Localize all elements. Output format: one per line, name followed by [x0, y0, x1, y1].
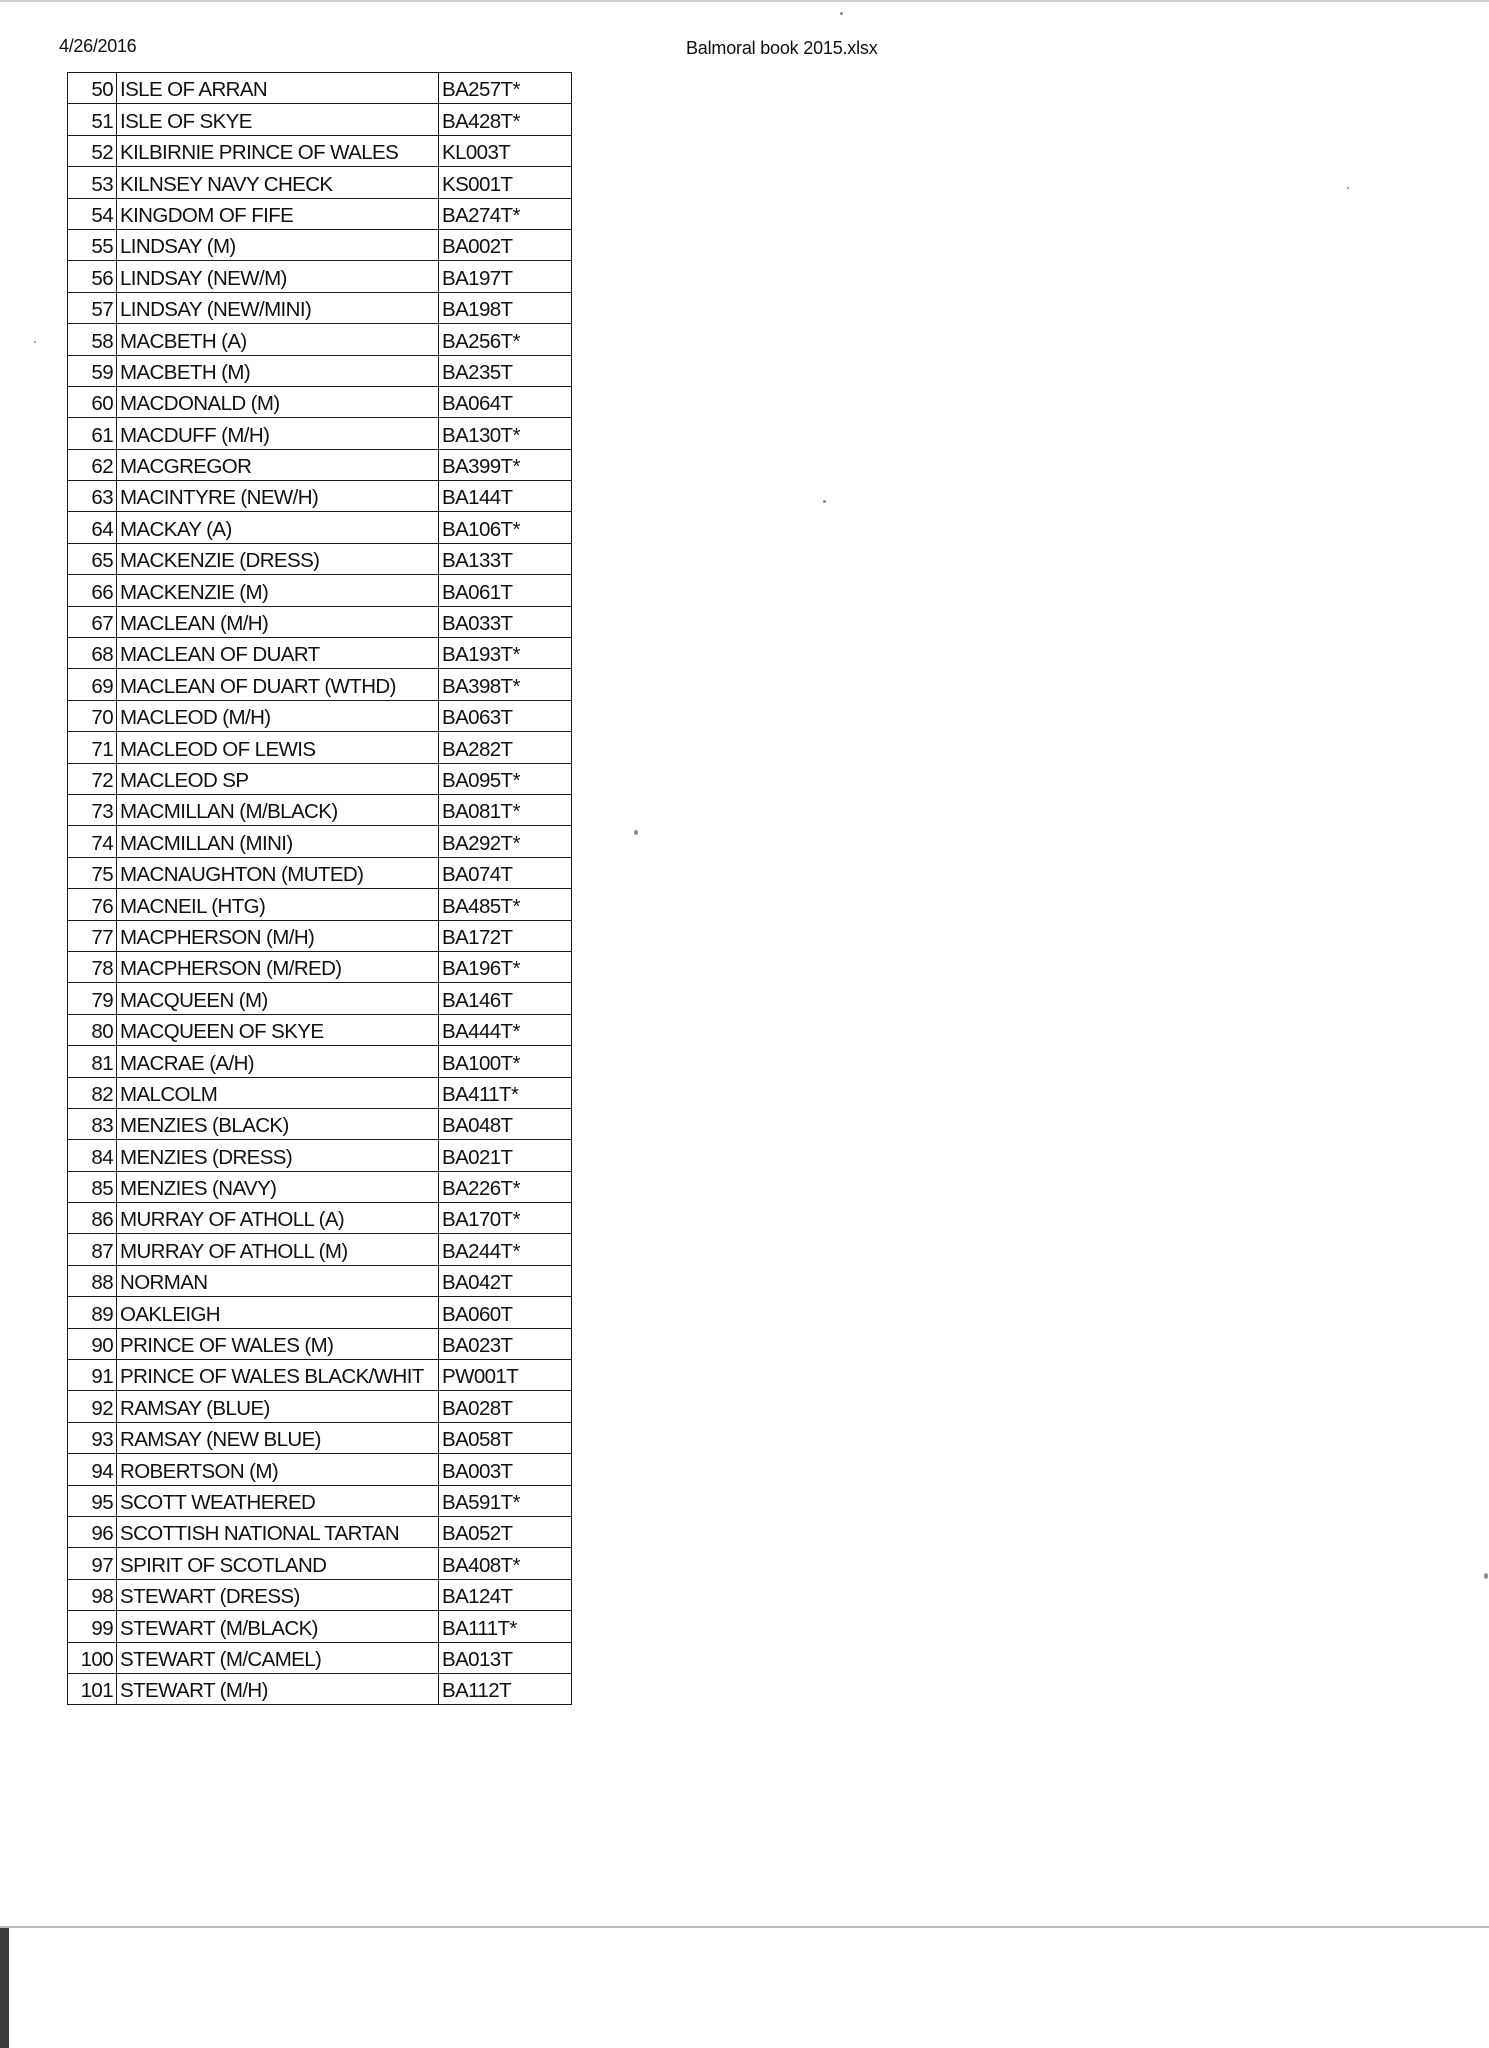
tartan-name: MACGREGOR: [117, 449, 439, 480]
product-code: BA428T*: [439, 104, 572, 135]
table-row: [68, 983, 572, 1014]
tartan-name: MALCOLM: [117, 1077, 439, 1108]
row-number: 97: [68, 1548, 117, 1579]
row-number: 93: [68, 1422, 117, 1453]
tartan-name: KILBIRNIE PRINCE OF WALES: [117, 135, 439, 166]
product-code: BA003T: [439, 1454, 572, 1485]
row-number: 99: [68, 1611, 117, 1642]
table-row: [68, 167, 572, 198]
row-number: 71: [68, 732, 117, 763]
tartan-name: ROBERTSON (M): [117, 1454, 439, 1485]
row-number: 98: [68, 1579, 117, 1610]
table-row: [68, 1391, 572, 1422]
tartan-name: MACPHERSON (M/H): [117, 920, 439, 951]
product-code: BA074T: [439, 857, 572, 888]
table-row: [68, 543, 572, 574]
product-code: BA591T*: [439, 1485, 572, 1516]
table-row: [68, 1673, 572, 1704]
tartan-name: MENZIES (BLACK): [117, 1108, 439, 1139]
tartan-table: [67, 72, 572, 1705]
table-row: [68, 1454, 572, 1485]
table-row: [68, 606, 572, 637]
table-row: [68, 857, 572, 888]
table-row: [68, 1108, 572, 1139]
row-number: 84: [68, 1140, 117, 1171]
product-code: BA033T: [439, 606, 572, 637]
row-number: 83: [68, 1108, 117, 1139]
product-code: BA256T*: [439, 324, 572, 355]
row-number: 64: [68, 512, 117, 543]
tartan-name: RAMSAY (NEW BLUE): [117, 1422, 439, 1453]
tartan-name: MURRAY OF ATHOLL (A): [117, 1203, 439, 1234]
tartan-name: MACNEIL (HTG): [117, 889, 439, 920]
table-row: [68, 826, 572, 857]
row-number: 94: [68, 1454, 117, 1485]
table-row: [68, 418, 572, 449]
tartan-name: MURRAY OF ATHOLL (M): [117, 1234, 439, 1265]
row-number: 60: [68, 386, 117, 417]
row-number: 56: [68, 261, 117, 292]
row-number: 69: [68, 669, 117, 700]
table-row: [68, 1077, 572, 1108]
product-code: BA081T*: [439, 794, 572, 825]
product-code: BA061T: [439, 575, 572, 606]
row-number: 87: [68, 1234, 117, 1265]
product-code: BA048T: [439, 1108, 572, 1139]
scan-speck: [634, 830, 638, 835]
print-date: 4/26/2016: [59, 36, 137, 56]
product-code: BA100T*: [439, 1046, 572, 1077]
tartan-name: KINGDOM OF FIFE: [117, 198, 439, 229]
tartan-name: LINDSAY (NEW/M): [117, 261, 439, 292]
tartan-name: RAMSAY (BLUE): [117, 1391, 439, 1422]
tartan-name: MACLEOD SP: [117, 763, 439, 794]
product-code: BA292T*: [439, 826, 572, 857]
row-number: 76: [68, 889, 117, 920]
product-code: BA052T: [439, 1516, 572, 1547]
tartan-name: MACKAY (A): [117, 512, 439, 543]
row-number: 53: [68, 167, 117, 198]
tartan-name: MACKENZIE (DRESS): [117, 543, 439, 574]
tartan-name: MACLEOD OF LEWIS: [117, 732, 439, 763]
row-number: 80: [68, 1014, 117, 1045]
product-code: BA226T*: [439, 1171, 572, 1202]
row-number: 72: [68, 763, 117, 794]
table-row: [68, 1014, 572, 1045]
row-number: 65: [68, 543, 117, 574]
row-number: 100: [68, 1642, 117, 1673]
product-code: BA013T: [439, 1642, 572, 1673]
row-number: 74: [68, 826, 117, 857]
table-row: [68, 261, 572, 292]
tartan-name: SPIRIT OF SCOTLAND: [117, 1548, 439, 1579]
tartan-name: MACDUFF (M/H): [117, 418, 439, 449]
table-row: [68, 638, 572, 669]
product-code: BA106T*: [439, 512, 572, 543]
tartan-name: MACQUEEN OF SKYE: [117, 1014, 439, 1045]
product-code: BA198T: [439, 292, 572, 323]
product-code: BA172T: [439, 920, 572, 951]
tartan-name: STEWART (M/CAMEL): [117, 1642, 439, 1673]
tartan-name: KILNSEY NAVY CHECK: [117, 167, 439, 198]
row-number: 96: [68, 1516, 117, 1547]
product-code: BA002T: [439, 229, 572, 260]
tartan-name: STEWART (M/BLACK): [117, 1611, 439, 1642]
row-number: 55: [68, 229, 117, 260]
product-code: BA193T*: [439, 638, 572, 669]
page-top-edge: [0, 0, 1489, 2]
row-number: 73: [68, 794, 117, 825]
table-row: [68, 1485, 572, 1516]
row-number: 61: [68, 418, 117, 449]
table-row: [68, 512, 572, 543]
product-code: BA064T: [439, 386, 572, 417]
table-row: [68, 292, 572, 323]
product-code: BA146T: [439, 983, 572, 1014]
table-row: [68, 135, 572, 166]
row-number: 50: [68, 73, 117, 104]
product-code: BA063T: [439, 700, 572, 731]
tartan-name: PRINCE OF WALES BLACK/WHIT: [117, 1360, 439, 1391]
tartan-name: PRINCE OF WALES (M): [117, 1328, 439, 1359]
table-row: [68, 386, 572, 417]
tartan-name: LINDSAY (NEW/MINI): [117, 292, 439, 323]
table-row: [68, 73, 572, 104]
scan-speck: [823, 500, 826, 503]
table-row: [68, 198, 572, 229]
tartan-name: MACLEAN OF DUART: [117, 638, 439, 669]
product-code: KL003T: [439, 135, 572, 166]
row-number: 54: [68, 198, 117, 229]
row-number: 62: [68, 449, 117, 480]
tartan-name: MACDONALD (M): [117, 386, 439, 417]
scan-speck: [34, 341, 36, 343]
table-row: [68, 920, 572, 951]
product-code: BA411T*: [439, 1077, 572, 1108]
product-code: BA130T*: [439, 418, 572, 449]
product-code: BA144T: [439, 481, 572, 512]
row-number: 88: [68, 1265, 117, 1296]
tartan-name: MACPHERSON (M/RED): [117, 951, 439, 982]
table-row: [68, 1171, 572, 1202]
row-number: 81: [68, 1046, 117, 1077]
tartan-name: STEWART (DRESS): [117, 1579, 439, 1610]
tartan-name: MACMILLAN (MINI): [117, 826, 439, 857]
row-number: 90: [68, 1328, 117, 1359]
row-number: 92: [68, 1391, 117, 1422]
scan-speck: [1347, 187, 1349, 189]
table-row: [68, 1297, 572, 1328]
tartan-name: MACRAE (A/H): [117, 1046, 439, 1077]
table-row: [68, 1611, 572, 1642]
tartan-name: MACKENZIE (M): [117, 575, 439, 606]
row-number: 101: [68, 1673, 117, 1704]
page-break-line: [0, 1926, 1489, 1928]
tartan-name: NORMAN: [117, 1265, 439, 1296]
product-code: BA408T*: [439, 1548, 572, 1579]
tartan-name: MACNAUGHTON (MUTED): [117, 857, 439, 888]
row-number: 89: [68, 1297, 117, 1328]
product-code: BA042T: [439, 1265, 572, 1296]
scan-speck: [840, 12, 843, 15]
product-code: BA021T: [439, 1140, 572, 1171]
tartan-name: MACLEAN OF DUART (WTHD): [117, 669, 439, 700]
tartan-table-body: [68, 73, 572, 1705]
product-code: BA197T: [439, 261, 572, 292]
row-number: 58: [68, 324, 117, 355]
product-code: BA257T*: [439, 73, 572, 104]
row-number: 77: [68, 920, 117, 951]
tartan-name: MENZIES (NAVY): [117, 1171, 439, 1202]
table-row: [68, 104, 572, 135]
tartan-name: MACINTYRE (NEW/H): [117, 481, 439, 512]
tartan-name: MACBETH (A): [117, 324, 439, 355]
document-filename: Balmoral book 2015.xlsx: [686, 38, 878, 58]
product-code: BA095T*: [439, 763, 572, 794]
table-row: [68, 889, 572, 920]
row-number: 68: [68, 638, 117, 669]
row-number: 78: [68, 951, 117, 982]
row-number: 86: [68, 1203, 117, 1234]
tartan-name: OAKLEIGH: [117, 1297, 439, 1328]
table-row: [68, 669, 572, 700]
table-row: [68, 1140, 572, 1171]
table-row: [68, 951, 572, 982]
product-code: BA244T*: [439, 1234, 572, 1265]
table-row: [68, 324, 572, 355]
product-code: BA196T*: [439, 951, 572, 982]
tartan-name: STEWART (M/H): [117, 1673, 439, 1704]
table-row: [68, 355, 572, 386]
product-code: KS001T: [439, 167, 572, 198]
table-row: [68, 481, 572, 512]
product-code: BA282T: [439, 732, 572, 763]
product-code: BA133T: [439, 543, 572, 574]
product-code: BA058T: [439, 1422, 572, 1453]
product-code: BA398T*: [439, 669, 572, 700]
table-row: [68, 1548, 572, 1579]
tartan-name: MENZIES (DRESS): [117, 1140, 439, 1171]
table-row: [68, 1516, 572, 1547]
table-row: [68, 229, 572, 260]
tartan-name: MACQUEEN (M): [117, 983, 439, 1014]
product-code: BA235T: [439, 355, 572, 386]
row-number: 79: [68, 983, 117, 1014]
table-row: [68, 732, 572, 763]
table-row: [68, 1642, 572, 1673]
table-row: [68, 1328, 572, 1359]
row-number: 95: [68, 1485, 117, 1516]
row-number: 85: [68, 1171, 117, 1202]
tartan-name: LINDSAY (M): [117, 229, 439, 260]
product-code: PW001T: [439, 1360, 572, 1391]
product-code: BA112T: [439, 1673, 572, 1704]
row-number: 75: [68, 857, 117, 888]
product-code: BA028T: [439, 1391, 572, 1422]
table-row: [68, 1360, 572, 1391]
table-row: [68, 700, 572, 731]
row-number: 57: [68, 292, 117, 323]
tartan-name: MACBETH (M): [117, 355, 439, 386]
tartan-name: MACMILLAN (M/BLACK): [117, 794, 439, 825]
row-number: 91: [68, 1360, 117, 1391]
table-row: [68, 1046, 572, 1077]
row-number: 67: [68, 606, 117, 637]
row-number: 66: [68, 575, 117, 606]
row-number: 59: [68, 355, 117, 386]
tartan-name: ISLE OF ARRAN: [117, 73, 439, 104]
product-code: BA023T: [439, 1328, 572, 1359]
tartan-name: ISLE OF SKYE: [117, 104, 439, 135]
row-number: 63: [68, 481, 117, 512]
row-number: 52: [68, 135, 117, 166]
table-row: [68, 449, 572, 480]
table-row: [68, 1579, 572, 1610]
tartan-name: SCOTTISH NATIONAL TARTAN: [117, 1516, 439, 1547]
table-row: [68, 1203, 572, 1234]
product-code: BA124T: [439, 1579, 572, 1610]
tartan-name: SCOTT WEATHERED: [117, 1485, 439, 1516]
row-number: 70: [68, 700, 117, 731]
product-code: BA111T*: [439, 1611, 572, 1642]
product-code: BA170T*: [439, 1203, 572, 1234]
table-row: [68, 794, 572, 825]
scan-edge-shadow: [0, 1928, 9, 2048]
product-code: BA399T*: [439, 449, 572, 480]
table-row: [68, 1422, 572, 1453]
tartan-name: MACLEAN (M/H): [117, 606, 439, 637]
product-code: BA060T: [439, 1297, 572, 1328]
table-row: [68, 1234, 572, 1265]
table-row: [68, 575, 572, 606]
tartan-name: MACLEOD (M/H): [117, 700, 439, 731]
table-row: [68, 1265, 572, 1296]
product-code: BA485T*: [439, 889, 572, 920]
product-code: BA444T*: [439, 1014, 572, 1045]
row-number: 82: [68, 1077, 117, 1108]
scan-speck: [1484, 1573, 1488, 1579]
table-row: [68, 763, 572, 794]
row-number: 51: [68, 104, 117, 135]
product-code: BA274T*: [439, 198, 572, 229]
